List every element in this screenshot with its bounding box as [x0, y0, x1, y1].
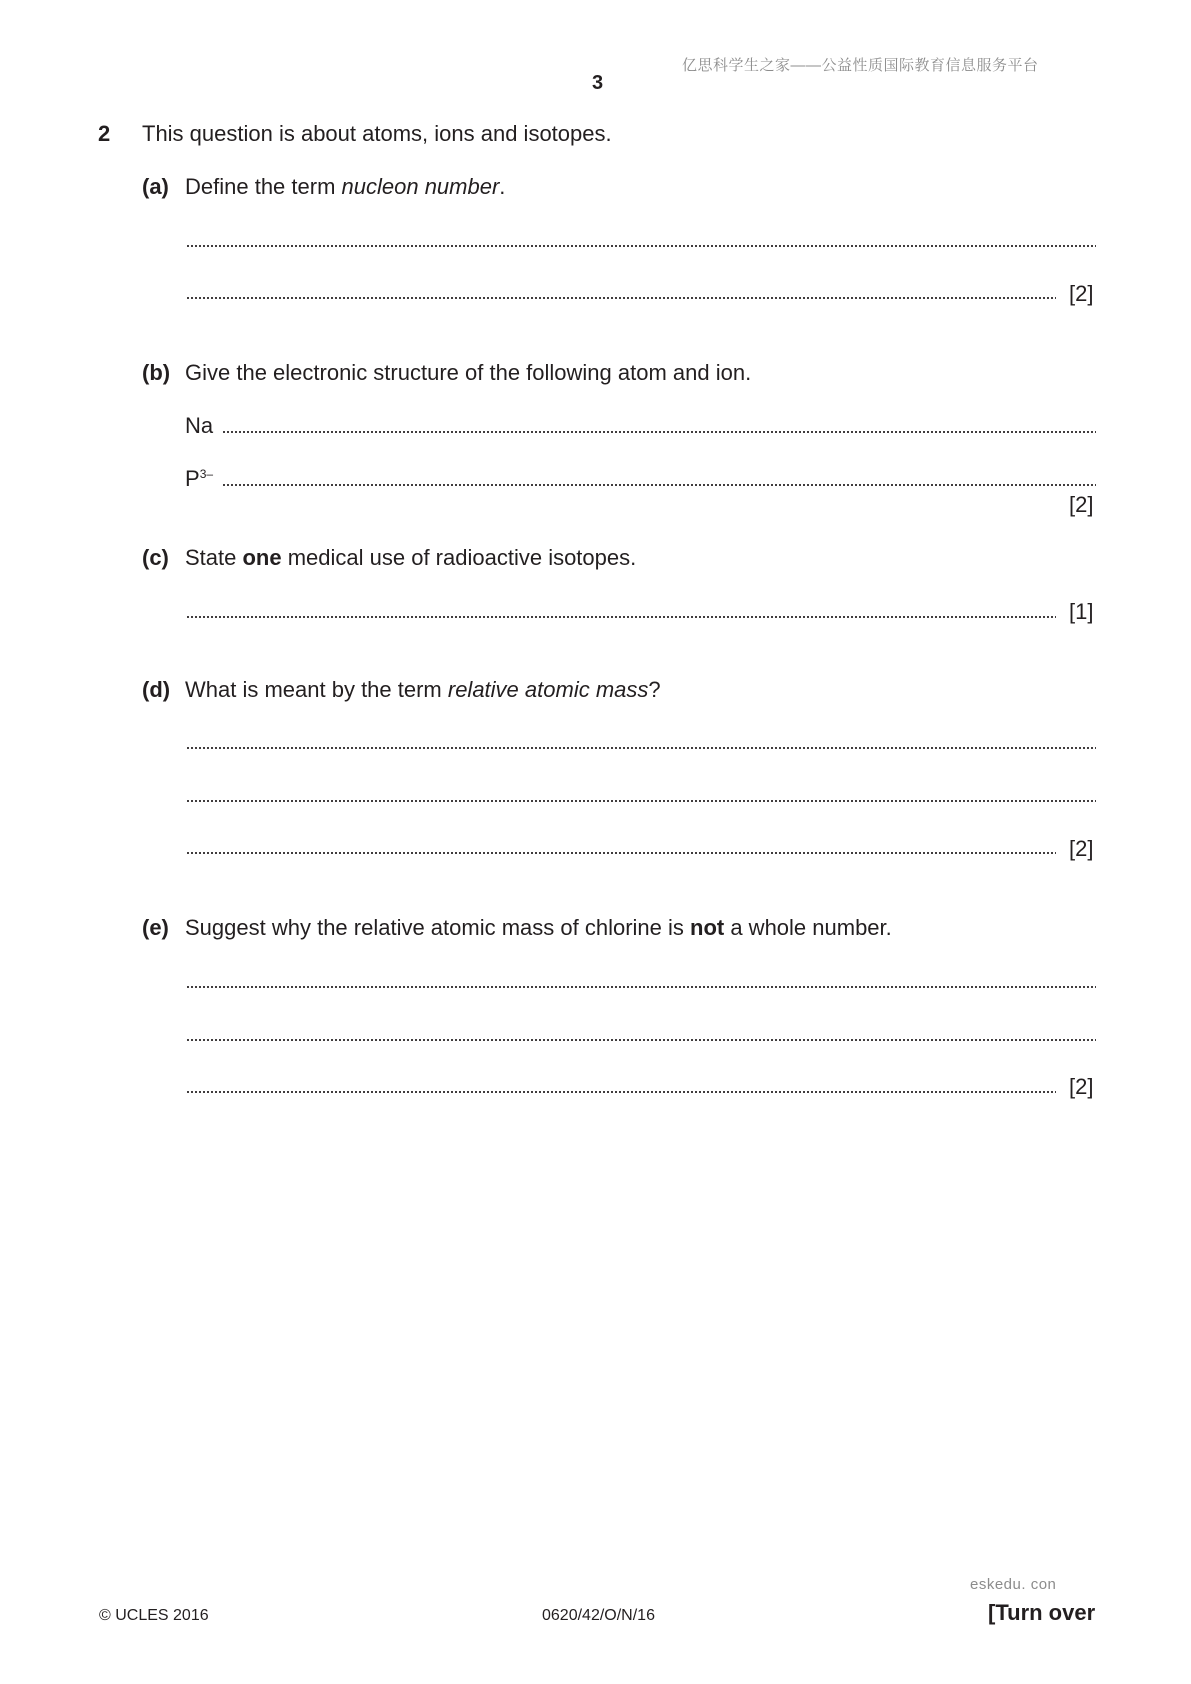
part-b-ion-label [185, 466, 213, 492]
answer-line-d3[interactable] [186, 851, 1056, 855]
paper-code: 0620/42/O/N/16 [542, 1607, 655, 1624]
copyright: © UCLES 2016 [99, 1607, 209, 1624]
part-c-text [185, 545, 636, 571]
part-d-text [185, 677, 661, 703]
part-a-label: (a) [142, 174, 169, 199]
part-b-atom-label: Na [185, 413, 214, 438]
part-b-marks: [2] [1069, 492, 1094, 517]
site-watermark: eskedu. con [970, 1576, 1057, 1593]
part-d-text-before: What is meant by the term [185, 677, 448, 702]
answer-line-na[interactable] [222, 430, 1096, 434]
part-a-text-after: . [499, 174, 506, 199]
part-e-text [185, 915, 892, 941]
answer-line-p[interactable] [222, 483, 1096, 487]
part-b-ion-charge: 3– [199, 467, 214, 481]
part-e-marks: [2] [1069, 1074, 1094, 1099]
part-a-term: nucleon number [341, 174, 500, 199]
part-c-text-after: medical use of radioactive isotopes. [281, 545, 637, 570]
question-intro: This question is about atoms, ions and isotopes. [142, 121, 612, 146]
part-e-label: (e) [142, 915, 169, 940]
part-e-text-after: a whole number. [724, 915, 892, 940]
part-b-ion-symbol: P [185, 466, 200, 491]
answer-line-d2[interactable] [186, 799, 1096, 803]
answer-line-c1[interactable] [186, 615, 1056, 619]
part-b-label: (b) [142, 360, 171, 385]
part-d-text-after: ? [648, 677, 661, 702]
answer-line-e1[interactable] [186, 985, 1096, 989]
answer-line-e2[interactable] [186, 1038, 1096, 1042]
part-c-text-before: State [185, 545, 243, 570]
part-e-emphasis: not [690, 915, 725, 940]
part-a-text [185, 174, 505, 200]
part-c-emphasis: one [242, 545, 282, 570]
question-number: 2 [98, 121, 111, 146]
answer-line-d1[interactable] [186, 746, 1096, 750]
answer-line-e3[interactable] [186, 1090, 1056, 1094]
answer-line-a1[interactable] [186, 244, 1096, 248]
part-a-text-before: Define the term [185, 174, 342, 199]
part-d-marks: [2] [1069, 836, 1094, 861]
answer-line-a2[interactable] [186, 296, 1056, 300]
header-watermark: 亿思科学生之家——公益性质国际教育信息服务平台 [682, 57, 1039, 74]
part-a-marks: [2] [1069, 281, 1094, 306]
turn-over: [Turn over [988, 1600, 1096, 1625]
part-b-text: Give the electronic structure of the following atom and ion. [185, 360, 752, 385]
page-number: 3 [592, 72, 604, 94]
part-c-marks: [1] [1069, 599, 1094, 624]
part-d-label: (d) [142, 677, 171, 702]
part-d-term: relative atomic mass [447, 677, 649, 702]
part-e-text-before: Suggest why the relative atomic mass of chlorine is [185, 915, 691, 940]
part-c-label: (c) [142, 545, 169, 570]
